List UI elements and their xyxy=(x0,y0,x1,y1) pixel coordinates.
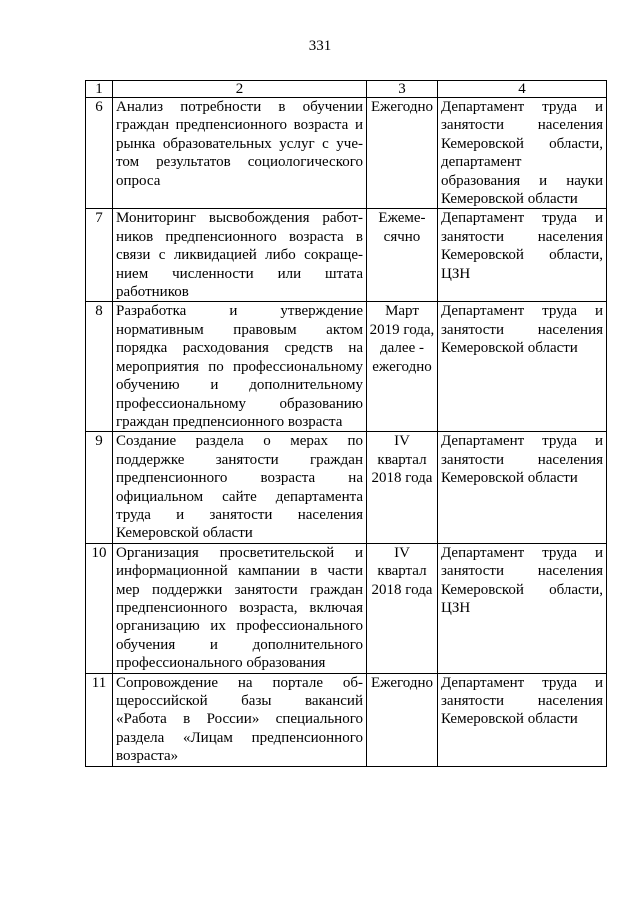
cell-line: Кемеровской области xyxy=(441,191,578,208)
cell-line: Департамент труда и xyxy=(441,99,603,115)
cell-line: IV xyxy=(394,433,410,450)
table-row xyxy=(86,543,607,673)
cell-line: Ежеме- xyxy=(378,210,426,227)
cell-line: обучения и дополнительного xyxy=(116,636,363,653)
cell-line: Кемеровской области, xyxy=(441,247,603,264)
cell-line: порядка расходования средств на xyxy=(116,340,363,357)
measure-description xyxy=(113,209,367,302)
cell-line: рынка образовательных услуг с уче- xyxy=(116,135,363,152)
cell-line: 2018 года xyxy=(371,581,433,598)
cell-line: ников предпенсионного возраста в xyxy=(116,228,363,245)
row-number: 8 xyxy=(86,302,113,432)
cell-line: работников xyxy=(116,284,189,301)
cell-line: щероссийской базы вакансий xyxy=(116,693,363,709)
cell-line: организацию их профессионального xyxy=(116,618,363,635)
cell-line: Кемеровской области xyxy=(441,711,578,728)
cell-line: ЦЗН xyxy=(441,599,471,616)
table-row xyxy=(86,432,607,543)
cell-line: Мониторинг высвобождения работ- xyxy=(116,210,363,227)
measure-deadline xyxy=(367,673,438,766)
measure-executor xyxy=(438,98,607,209)
cell-line: профессиональному образованию xyxy=(116,395,363,412)
measures-table xyxy=(85,80,607,767)
row-number: 10 xyxy=(86,543,113,673)
column-number-3: 3 xyxy=(367,81,438,98)
cell-line: занятости населения xyxy=(441,321,603,338)
cell-line: предпенсионного возраста, включая xyxy=(116,599,363,616)
cell-line: Кемеровской области, xyxy=(441,135,603,152)
column-number-2: 2 xyxy=(113,81,367,98)
cell-line: 2018 года xyxy=(371,470,433,487)
cell-line: возраста» xyxy=(116,748,179,765)
measure-executor xyxy=(438,302,607,432)
cell-line: занятости населения xyxy=(441,693,603,709)
cell-line: 2019 года, xyxy=(369,321,435,338)
row-number: 9 xyxy=(86,432,113,543)
measure-description xyxy=(113,543,367,673)
cell-line: опроса xyxy=(116,172,161,189)
cell-line: занятости населения xyxy=(441,451,603,468)
cell-line: Кемеровской области xyxy=(441,340,578,357)
cell-line: том результатов социологического xyxy=(116,154,363,171)
cell-line: Департамент труда и xyxy=(441,303,603,320)
cell-line: «Работа в России» специального xyxy=(116,711,363,728)
cell-line: далее - xyxy=(380,340,424,357)
cell-line: Создание раздела о мерах по xyxy=(116,433,363,450)
table-row xyxy=(86,673,607,766)
cell-line: предпенсионного возраста на xyxy=(116,470,363,487)
measure-description xyxy=(113,98,367,209)
cell-line: Кемеровской области, xyxy=(441,581,603,598)
table-row xyxy=(86,302,607,432)
cell-line: Департамент труда и xyxy=(441,674,603,691)
measure-executor xyxy=(438,432,607,543)
cell-line: занятости населения xyxy=(441,563,603,580)
cell-line: квартал xyxy=(377,451,427,468)
cell-line: Департамент труда и xyxy=(441,433,603,450)
cell-line: Департамент труда и xyxy=(441,544,603,561)
cell-line: обучению и дополнительному xyxy=(116,377,363,394)
cell-line: мероприятия по профессиональному xyxy=(116,358,363,375)
measure-deadline xyxy=(367,98,438,209)
measure-description xyxy=(113,302,367,432)
cell-line: Анализ потребности в обучении xyxy=(116,99,363,115)
cell-line: ЦЗН xyxy=(441,265,471,282)
cell-line: Сопровождение на портале об- xyxy=(116,674,363,691)
cell-line: граждан предпенсионного возраста и xyxy=(116,117,363,134)
cell-line: граждан предпенсионного возраста xyxy=(116,413,343,430)
measure-deadline xyxy=(367,432,438,543)
column-number-4: 4 xyxy=(438,81,607,98)
measure-deadline xyxy=(367,543,438,673)
cell-line: Организация просветительской и xyxy=(116,544,363,561)
cell-line: официальном сайте департамента xyxy=(116,488,363,505)
cell-line: поддержке занятости граждан xyxy=(116,451,363,468)
measure-deadline xyxy=(367,302,438,432)
cell-line: профессионального образования xyxy=(116,655,326,672)
cell-line: ежегодно xyxy=(372,358,432,375)
cell-line: Разработка и утверждение xyxy=(116,303,363,320)
measure-executor xyxy=(438,673,607,766)
cell-line: Кемеровской области xyxy=(116,525,253,542)
cell-line: квартал xyxy=(377,563,427,580)
measure-deadline xyxy=(367,209,438,302)
cell-line: связи с ликвидацией либо сокраще- xyxy=(116,247,363,264)
cell-line: занятости населения xyxy=(441,228,603,245)
cell-line: сячно xyxy=(383,228,421,245)
measure-executor xyxy=(438,543,607,673)
cell-line: мер поддержки занятости граждан xyxy=(116,581,363,598)
row-number: 11 xyxy=(86,673,113,766)
cell-line: информационной кампании в части xyxy=(116,563,363,580)
cell-line: департамент xyxy=(441,154,522,171)
cell-line: Кемеровской области xyxy=(441,470,578,487)
cell-line: образования и науки xyxy=(441,172,603,189)
cell-line: занятости населения xyxy=(441,117,603,134)
cell-line: Ежегодно xyxy=(371,99,433,115)
cell-line: нием численности или штата xyxy=(116,265,363,282)
measure-executor xyxy=(438,209,607,302)
row-number: 7 xyxy=(86,209,113,302)
cell-line: нормативным правовым актом xyxy=(116,321,363,338)
cell-line: Ежегодно xyxy=(371,674,433,691)
table-row xyxy=(86,209,607,302)
cell-line: раздела «Лицам предпенсионного xyxy=(116,729,363,746)
cell-line: Март xyxy=(385,303,419,320)
row-number: 6 xyxy=(86,98,113,209)
table-row xyxy=(86,98,607,209)
page-number: 331 xyxy=(308,38,332,54)
cell-line: труда и занятости населения xyxy=(116,506,363,523)
table-header-row xyxy=(86,81,607,98)
cell-line: Департамент труда и xyxy=(441,210,603,227)
measure-description xyxy=(113,673,367,766)
cell-line: IV xyxy=(394,544,410,561)
column-number-1: 1 xyxy=(86,81,113,98)
measure-description xyxy=(113,432,367,543)
